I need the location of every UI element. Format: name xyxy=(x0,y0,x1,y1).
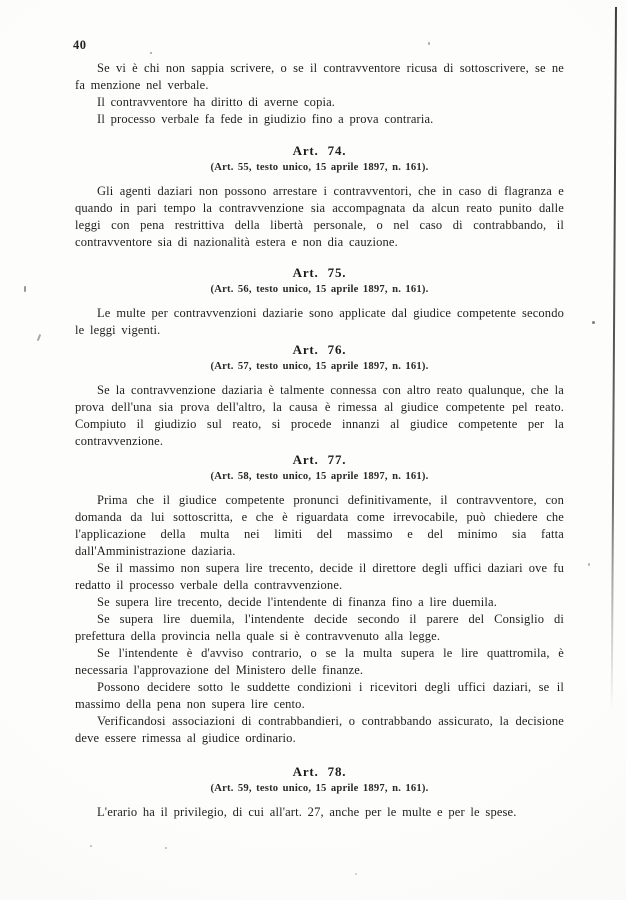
article-section xyxy=(75,341,564,450)
paragraph: Il contravventore ha diritto di averne copia. xyxy=(97,95,336,109)
intro-paragraphs xyxy=(75,60,564,128)
scan-speck xyxy=(165,847,167,849)
scan-line-artifact xyxy=(611,7,617,712)
article-body xyxy=(75,305,564,339)
scan-speck xyxy=(592,321,595,324)
paragraph: Se supera lire trecento, decide l'intendente di finanza fino a lire duemila. xyxy=(97,595,497,609)
paragraph: Verificandosi associazioni di contrabbandieri, o contrabbando assicurato, la decisione deve essere rimessa al giudice ordinario. xyxy=(75,714,564,745)
scan-speck xyxy=(150,52,152,54)
article-reference: (Art. 58, testo unico, 15 aprile 1897, n. 161). xyxy=(210,471,429,482)
page-content xyxy=(75,60,564,821)
article-section xyxy=(75,142,564,251)
article-body xyxy=(75,492,564,747)
paragraph: Le multe per contravvenzioni daziarie sono applicate dal giudice competente secondo le leggi vigenti. xyxy=(75,306,564,337)
article-title: Art. 74. xyxy=(292,143,347,158)
scan-speck xyxy=(37,334,41,341)
paragraph: Possono decidere sotto le suddette condizioni i ricevitori degli uffici daziari, se il massimo della pena non supera lire cento. xyxy=(75,680,564,711)
article-title: Art. 76. xyxy=(292,342,347,357)
paragraph: Il processo verbale fa fede in giudizio fino a prova contraria. xyxy=(97,112,434,126)
article-body xyxy=(75,382,564,450)
article-reference: (Art. 55, testo unico, 15 aprile 1897, n. 161). xyxy=(210,162,429,173)
article-reference: (Art. 59, testo unico, 15 aprile 1897, n. 161). xyxy=(210,783,429,794)
paragraph: Se il massimo non supera lire trecento, decide il direttore degli uffici daziari ove fu redatto il processo verbale della contravvenzione. xyxy=(75,561,564,592)
articles xyxy=(75,142,564,821)
scan-speck xyxy=(355,873,357,875)
article-title: Art. 77. xyxy=(292,452,347,467)
article-section xyxy=(75,264,564,339)
paragraph: Se la contravvenzione daziaria è talmente connessa con altro reato qualunque, che la prova dell'una sia prova dell'altro, la causa è rimessa al giudice competente pel reato. Compiuto il giudizio sul reato, si procede innanzi al giudice competente per la contravvenzione. xyxy=(75,383,564,448)
paragraph: L'erario ha il privilegio, di cui all'art. 27, anche per le multe e per le spese. xyxy=(97,805,517,819)
article-title: Art. 75. xyxy=(292,265,347,280)
paragraph: Se supera lire duemila, l'intendente decide secondo il parere del Consiglio di prefettura della provincia nella quale si è contravvenuto alla legge. xyxy=(75,612,564,643)
article-section xyxy=(75,451,564,747)
scan-speck xyxy=(588,563,590,566)
article-section xyxy=(75,763,564,821)
article-reference: (Art. 56, testo unico, 15 aprile 1897, n. 161). xyxy=(210,284,429,295)
article-title: Art. 78. xyxy=(292,764,347,779)
paragraph: Gli agenti daziari non possono arrestare i contravventori, che in caso di flagranza e quando in pari tempo la contravvenzione sia accompagnata da alcun reato punito dalle leggi con pena restrittiva della libertà personale, o nel caso di contrabbando, il contravventore sia di nazionalità estera e non dia cauzione. xyxy=(75,184,564,249)
paragraph: Se vi è chi non sappia scrivere, o se il contravventore ricusa di sottoscrivere, se ne fa menzione nel verbale. xyxy=(75,61,564,92)
paragraph: Se l'intendente è d'avviso contrario, o se la multa supera le lire quattromila, è necessaria l'approvazione del Ministero delle finanze. xyxy=(75,646,564,677)
scan-speck xyxy=(90,845,92,847)
page-number: 40 xyxy=(73,38,87,52)
article-body xyxy=(75,183,564,251)
article-body xyxy=(75,804,564,821)
scan-speck xyxy=(428,42,430,45)
article-reference: (Art. 57, testo unico, 15 aprile 1897, n. 161). xyxy=(210,361,429,372)
paragraph: Prima che il giudice competente pronunci definitivamente, il contravventore, con domanda da lui sottoscritta, e che è riguardata come irrevocabile, può chiedere che l'applicazione della multa nei limiti del massimo e del minimo sia fatta dall'Amministrazione daziaria. xyxy=(75,493,564,558)
scan-speck xyxy=(24,286,26,292)
